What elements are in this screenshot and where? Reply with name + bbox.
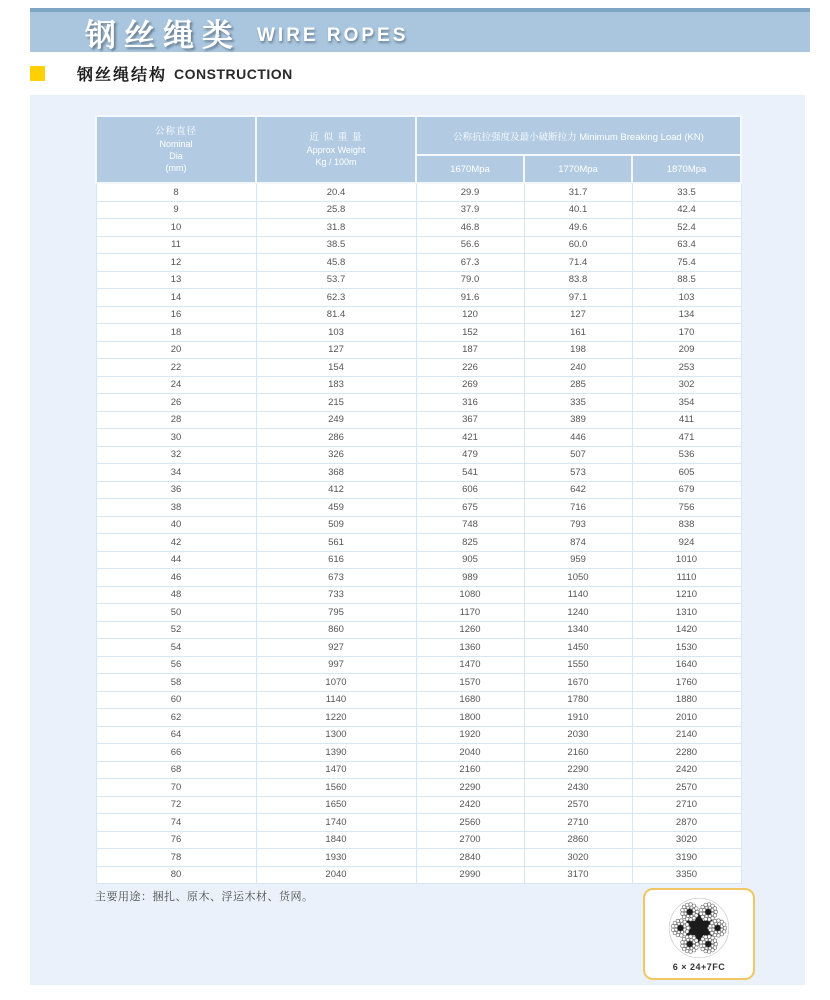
table-cell: 31.7	[524, 183, 632, 201]
table-cell: 249	[256, 411, 416, 429]
table-cell: 3350	[632, 866, 741, 884]
table-cell: 46.8	[416, 219, 524, 237]
table-cell: 302	[632, 376, 741, 394]
table-cell: 1740	[256, 814, 416, 832]
table-cell: 52.4	[632, 219, 741, 237]
table-cell: 49.6	[524, 219, 632, 237]
table-cell: 2010	[632, 709, 741, 727]
table-cell: 56.6	[416, 236, 524, 254]
table-cell: 33.5	[632, 183, 741, 201]
table-cell: 209	[632, 341, 741, 359]
table-row	[96, 761, 741, 779]
table-row	[96, 271, 741, 289]
table-cell: 226	[416, 359, 524, 377]
table-cell: 1840	[256, 831, 416, 849]
table-cell: 88.5	[632, 271, 741, 289]
table-cell: 24	[96, 376, 256, 394]
spec-table	[95, 115, 742, 884]
banner-title-zh: 钢丝绳类	[85, 17, 241, 53]
table-row	[96, 604, 741, 622]
header-nominal-dia-zh: 公称直径	[154, 125, 197, 137]
header-grade-1770: 1770Mpa	[524, 155, 632, 183]
table-cell: 56	[96, 656, 256, 674]
table-row	[96, 621, 741, 639]
table-cell: 2420	[416, 796, 524, 814]
table-cell: 3190	[632, 849, 741, 867]
table-cell: 183	[256, 376, 416, 394]
rope-cross-section-box	[643, 888, 755, 980]
table-cell: 2860	[524, 831, 632, 849]
table-cell: 1240	[524, 604, 632, 622]
table-cell: 793	[524, 516, 632, 534]
table-cell: 10	[96, 219, 256, 237]
table-cell: 14	[96, 289, 256, 307]
table-cell: 60.0	[524, 236, 632, 254]
table-cell: 22	[96, 359, 256, 377]
rope-construction-label: 6 × 24+7FC	[672, 962, 726, 972]
table-cell: 42.4	[632, 201, 741, 219]
table-cell: 1650	[256, 796, 416, 814]
usage-note: 主要用途：捆扎、原木、浮运木材、货网。	[95, 891, 314, 903]
table-cell: 58	[96, 674, 256, 692]
table-cell: 1880	[632, 691, 741, 709]
table-cell: 74	[96, 814, 256, 832]
table-cell: 2570	[632, 779, 741, 797]
table-cell: 286	[256, 429, 416, 447]
table-cell: 479	[416, 446, 524, 464]
table-row	[96, 324, 741, 342]
table-cell: 368	[256, 464, 416, 482]
table-cell: 2140	[632, 726, 741, 744]
section-title-en: CONSTRUCTION	[174, 65, 293, 82]
page-banner	[30, 8, 810, 52]
table-cell: 605	[632, 464, 741, 482]
table-cell: 120	[416, 306, 524, 324]
header-approx-weight-en: Approx Weight	[306, 144, 366, 155]
table-cell: 269	[416, 376, 524, 394]
table-cell: 1300	[256, 726, 416, 744]
table-cell: 446	[524, 429, 632, 447]
table-cell: 1340	[524, 621, 632, 639]
table-cell: 716	[524, 499, 632, 517]
content-panel	[30, 95, 805, 985]
table-row	[96, 183, 741, 201]
table-cell: 240	[524, 359, 632, 377]
table-cell: 1680	[416, 691, 524, 709]
table-cell: 12	[96, 254, 256, 272]
header-nominal-dia	[96, 116, 256, 183]
table-cell: 26	[96, 394, 256, 412]
table-cell: 2040	[256, 866, 416, 884]
table-cell: 507	[524, 446, 632, 464]
table-cell: 2290	[416, 779, 524, 797]
table-cell: 25.8	[256, 201, 416, 219]
table-cell: 198	[524, 341, 632, 359]
table-cell: 78	[96, 849, 256, 867]
table-cell: 733	[256, 586, 416, 604]
table-cell: 3170	[524, 866, 632, 884]
table-cell: 53.7	[256, 271, 416, 289]
table-cell: 68	[96, 761, 256, 779]
rope-cross-section-icon	[667, 896, 731, 960]
table-cell: 9	[96, 201, 256, 219]
table-cell: 2430	[524, 779, 632, 797]
table-cell: 2160	[416, 761, 524, 779]
table-cell: 285	[524, 376, 632, 394]
table-cell: 71.4	[524, 254, 632, 272]
table-cell: 1010	[632, 551, 741, 569]
table-cell: 536	[632, 446, 741, 464]
section-title-zh: 钢丝绳结构	[77, 67, 168, 84]
table-cell: 748	[416, 516, 524, 534]
table-cell: 31.8	[256, 219, 416, 237]
table-cell: 795	[256, 604, 416, 622]
header-breaking-load: 公称抗拉强度及最小破断拉力 Minimum Breaking Load (KN)	[416, 116, 741, 155]
table-cell: 2560	[416, 814, 524, 832]
table-cell: 187	[416, 341, 524, 359]
table-cell: 127	[256, 341, 416, 359]
table-cell: 152	[416, 324, 524, 342]
table-cell: 1910	[524, 709, 632, 727]
table-cell: 11	[96, 236, 256, 254]
table-cell: 34	[96, 464, 256, 482]
table-cell: 97.1	[524, 289, 632, 307]
section-heading	[30, 62, 293, 85]
table-row	[96, 516, 741, 534]
table-cell: 2160	[524, 744, 632, 762]
table-cell: 411	[632, 411, 741, 429]
table-cell: 561	[256, 534, 416, 552]
table-cell: 1550	[524, 656, 632, 674]
table-cell: 1920	[416, 726, 524, 744]
table-cell: 316	[416, 394, 524, 412]
table-cell: 80	[96, 866, 256, 884]
table-cell: 642	[524, 481, 632, 499]
table-cell: 1930	[256, 849, 416, 867]
table-row	[96, 866, 741, 884]
table-cell: 42	[96, 534, 256, 552]
table-cell: 1780	[524, 691, 632, 709]
table-cell: 2710	[524, 814, 632, 832]
table-cell: 103	[256, 324, 416, 342]
table-cell: 1640	[632, 656, 741, 674]
table-cell: 1140	[256, 691, 416, 709]
table-row	[96, 551, 741, 569]
table-cell: 215	[256, 394, 416, 412]
table-cell: 905	[416, 551, 524, 569]
table-cell: 81.4	[256, 306, 416, 324]
table-cell: 1530	[632, 639, 741, 657]
table-row	[96, 254, 741, 272]
table-cell: 37.9	[416, 201, 524, 219]
table-cell: 20	[96, 341, 256, 359]
table-cell: 36	[96, 481, 256, 499]
table-cell: 924	[632, 534, 741, 552]
table-cell: 421	[416, 429, 524, 447]
banner-title-en: WIRE ROPES	[257, 25, 409, 46]
table-row	[96, 306, 741, 324]
table-cell: 1560	[256, 779, 416, 797]
table-cell: 673	[256, 569, 416, 587]
table-row	[96, 814, 741, 832]
table-cell: 76	[96, 831, 256, 849]
table-row	[96, 639, 741, 657]
table-cell: 62.3	[256, 289, 416, 307]
table-cell: 127	[524, 306, 632, 324]
table-cell: 367	[416, 411, 524, 429]
table-cell: 606	[416, 481, 524, 499]
table-cell: 825	[416, 534, 524, 552]
header-nominal-dia-en2: Dia	[169, 150, 183, 161]
table-cell: 1210	[632, 586, 741, 604]
header-nominal-dia-unit: (mm)	[165, 162, 187, 173]
table-row	[96, 534, 741, 552]
table-cell: 412	[256, 481, 416, 499]
table-row	[96, 219, 741, 237]
table-cell: 1260	[416, 621, 524, 639]
table-cell: 2290	[524, 761, 632, 779]
table-cell: 83.8	[524, 271, 632, 289]
table-row	[96, 831, 741, 849]
table-cell: 44	[96, 551, 256, 569]
table-cell: 170	[632, 324, 741, 342]
table-cell: 72	[96, 796, 256, 814]
table-cell: 40.1	[524, 201, 632, 219]
table-body	[96, 183, 741, 884]
table-row	[96, 569, 741, 587]
table-cell: 389	[524, 411, 632, 429]
table-cell: 2040	[416, 744, 524, 762]
table-cell: 541	[416, 464, 524, 482]
table-cell: 32	[96, 446, 256, 464]
table-row	[96, 849, 741, 867]
table-cell: 18	[96, 324, 256, 342]
table-cell: 860	[256, 621, 416, 639]
table-cell: 64	[96, 726, 256, 744]
table-row	[96, 394, 741, 412]
table-row	[96, 429, 741, 447]
table-cell: 60	[96, 691, 256, 709]
table-cell: 13	[96, 271, 256, 289]
table-row	[96, 201, 741, 219]
table-cell: 335	[524, 394, 632, 412]
table-cell: 1450	[524, 639, 632, 657]
table-cell: 38	[96, 499, 256, 517]
header-approx-weight	[256, 116, 416, 183]
table-cell: 253	[632, 359, 741, 377]
table-cell: 46	[96, 569, 256, 587]
header-approx-weight-unit: Kg / 100m	[315, 156, 357, 167]
table-cell: 154	[256, 359, 416, 377]
table-cell: 3020	[632, 831, 741, 849]
table-cell: 989	[416, 569, 524, 587]
table-cell: 30	[96, 429, 256, 447]
table-cell: 1220	[256, 709, 416, 727]
table-cell: 70	[96, 779, 256, 797]
table-cell: 1470	[256, 761, 416, 779]
table-cell: 616	[256, 551, 416, 569]
table-row	[96, 376, 741, 394]
table-cell: 959	[524, 551, 632, 569]
table-row	[96, 341, 741, 359]
table-cell: 2840	[416, 849, 524, 867]
table-cell: 1670	[524, 674, 632, 692]
spec-table-head	[96, 116, 741, 183]
table-row	[96, 744, 741, 762]
table-cell: 79.0	[416, 271, 524, 289]
table-cell: 161	[524, 324, 632, 342]
table-cell: 927	[256, 639, 416, 657]
table-cell: 1390	[256, 744, 416, 762]
table-cell: 326	[256, 446, 416, 464]
table-row	[96, 464, 741, 482]
table-cell: 91.6	[416, 289, 524, 307]
table-cell: 50	[96, 604, 256, 622]
table-cell: 52	[96, 621, 256, 639]
table-cell: 2700	[416, 831, 524, 849]
yellow-bullet-icon	[30, 66, 45, 81]
table-cell: 1470	[416, 656, 524, 674]
table-cell: 573	[524, 464, 632, 482]
table-cell: 2570	[524, 796, 632, 814]
table-cell: 48	[96, 586, 256, 604]
table-cell: 756	[632, 499, 741, 517]
table-cell: 2030	[524, 726, 632, 744]
table-cell: 1360	[416, 639, 524, 657]
table-row	[96, 411, 741, 429]
table-cell: 2710	[632, 796, 741, 814]
header-approx-weight-zh: 近 似 重 量	[309, 131, 363, 143]
table-cell: 75.4	[632, 254, 741, 272]
table-cell: 471	[632, 429, 741, 447]
table-cell: 679	[632, 481, 741, 499]
table-cell: 675	[416, 499, 524, 517]
table-row	[96, 236, 741, 254]
table-cell: 3020	[524, 849, 632, 867]
header-grade-1670: 1670Mpa	[416, 155, 524, 183]
table-cell: 45.8	[256, 254, 416, 272]
table-row	[96, 709, 741, 727]
table-row	[96, 726, 741, 744]
table-cell: 1800	[416, 709, 524, 727]
table-cell: 8	[96, 183, 256, 201]
table-cell: 63.4	[632, 236, 741, 254]
table-cell: 1050	[524, 569, 632, 587]
table-row	[96, 691, 741, 709]
table-row	[96, 481, 741, 499]
table-cell: 67.3	[416, 254, 524, 272]
table-row	[96, 499, 741, 517]
table-cell: 66	[96, 744, 256, 762]
table-cell: 1080	[416, 586, 524, 604]
table-cell: 54	[96, 639, 256, 657]
header-grade-1870: 1870Mpa	[632, 155, 741, 183]
table-cell: 459	[256, 499, 416, 517]
table-cell: 29.9	[416, 183, 524, 201]
table-cell: 1070	[256, 674, 416, 692]
table-cell: 20.4	[256, 183, 416, 201]
table-row	[96, 446, 741, 464]
table-row	[96, 779, 741, 797]
table-row	[96, 656, 741, 674]
table-cell: 874	[524, 534, 632, 552]
table-cell: 1140	[524, 586, 632, 604]
table-cell: 134	[632, 306, 741, 324]
table-row	[96, 359, 741, 377]
table-cell: 997	[256, 656, 416, 674]
table-cell: 103	[632, 289, 741, 307]
table-cell: 509	[256, 516, 416, 534]
table-cell: 1420	[632, 621, 741, 639]
table-cell: 1110	[632, 569, 741, 587]
table-cell: 2990	[416, 866, 524, 884]
table-cell: 838	[632, 516, 741, 534]
table-cell: 354	[632, 394, 741, 412]
header-nominal-dia-en1: Nominal	[159, 138, 193, 149]
table-row	[96, 289, 741, 307]
table-row	[96, 796, 741, 814]
table-row	[96, 586, 741, 604]
table-cell: 40	[96, 516, 256, 534]
table-cell: 2870	[632, 814, 741, 832]
table-row	[96, 674, 741, 692]
table-cell: 16	[96, 306, 256, 324]
table-cell: 1760	[632, 674, 741, 692]
table-cell: 38.5	[256, 236, 416, 254]
table-cell: 1570	[416, 674, 524, 692]
table-cell: 2420	[632, 761, 741, 779]
table-cell: 62	[96, 709, 256, 727]
table-cell: 2280	[632, 744, 741, 762]
table-cell: 28	[96, 411, 256, 429]
table-cell: 1170	[416, 604, 524, 622]
table-cell: 1310	[632, 604, 741, 622]
